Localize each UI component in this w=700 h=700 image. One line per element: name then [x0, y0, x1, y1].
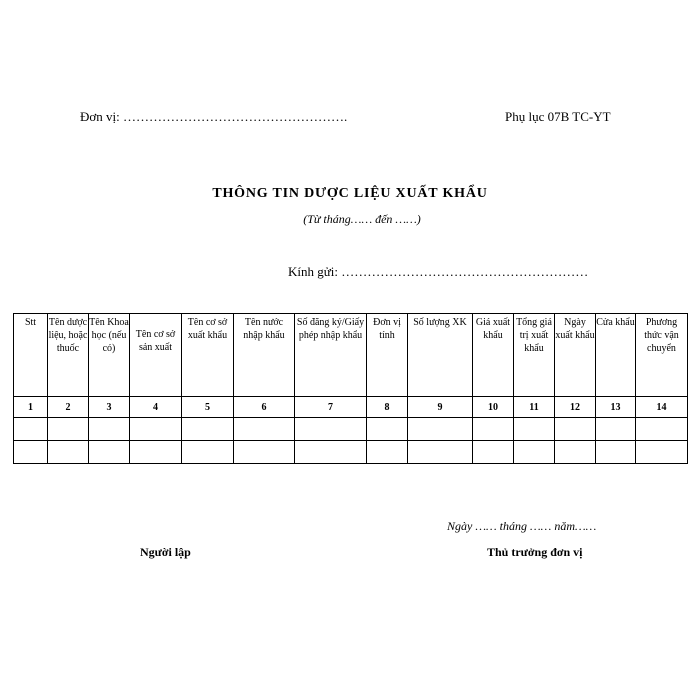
table-cell[interactable] [89, 418, 130, 441]
column-header: Ngày xuất khẩu [555, 314, 596, 397]
column-number: 2 [48, 397, 89, 418]
column-header: Tên cơ sở sản xuất [130, 314, 182, 397]
table-header-row [14, 314, 688, 397]
table-cell[interactable] [234, 441, 295, 464]
table-cell[interactable] [473, 418, 514, 441]
column-number: 13 [596, 397, 636, 418]
column-header: Đơn vị tính [367, 314, 408, 397]
preparer-signature-label: Người lập [140, 545, 191, 559]
table-cell[interactable] [14, 418, 48, 441]
column-header: Phương thức vận chuyển [636, 314, 688, 397]
table-cell[interactable] [636, 441, 688, 464]
column-header: Giá xuất khẩu [473, 314, 514, 397]
column-number: 7 [295, 397, 367, 418]
table-cell[interactable] [473, 441, 514, 464]
table-cell[interactable] [408, 418, 473, 441]
head-of-unit-signature-label: Thủ trưởng đơn vị [487, 545, 583, 559]
table-cell[interactable] [130, 441, 182, 464]
column-number-row [14, 397, 688, 418]
column-header: Tên cơ sở xuất khẩu [182, 314, 234, 397]
column-number: 5 [182, 397, 234, 418]
column-number: 1 [14, 397, 48, 418]
date-line: Ngày …… tháng …… năm…… [447, 519, 597, 533]
column-header: Số đăng ký/Giấy phép nhập khẩu [295, 314, 367, 397]
table-cell[interactable] [367, 441, 408, 464]
table-cell[interactable] [555, 418, 596, 441]
column-number: 10 [473, 397, 514, 418]
column-header: Cửa khẩu [596, 314, 636, 397]
table-cell[interactable] [555, 441, 596, 464]
column-number: 6 [234, 397, 295, 418]
column-number: 9 [408, 397, 473, 418]
column-number: 4 [130, 397, 182, 418]
appendix-label: Phụ lục 07B TC-YT [505, 109, 611, 124]
column-header: Stt [14, 314, 48, 397]
column-number: 12 [555, 397, 596, 418]
table-row [14, 418, 688, 441]
unit-field: Đơn vị: ……………………………………………. [80, 109, 348, 124]
table-cell[interactable] [295, 418, 367, 441]
column-number: 11 [514, 397, 555, 418]
column-header: Tên nước nhập khẩu [234, 314, 295, 397]
table-cell[interactable] [234, 418, 295, 441]
column-number: 3 [89, 397, 130, 418]
column-header: Tên Khoa học (nếu có) [89, 314, 130, 397]
table-cell[interactable] [48, 418, 89, 441]
table-cell[interactable] [130, 418, 182, 441]
table-cell[interactable] [596, 441, 636, 464]
table-cell[interactable] [367, 418, 408, 441]
column-header: Tổng giá trị xuất khẩu [514, 314, 555, 397]
document-title: THÔNG TIN DƯỢC LIỆU XUẤT KHẨU [212, 186, 488, 201]
column-header: Số lượng XK [408, 314, 473, 397]
table-cell[interactable] [514, 441, 555, 464]
column-number: 14 [636, 397, 688, 418]
table-cell[interactable] [48, 441, 89, 464]
table-cell[interactable] [636, 418, 688, 441]
table-cell[interactable] [408, 441, 473, 464]
table-cell[interactable] [295, 441, 367, 464]
recipient-field: Kính gửi: ………………………………………………… [288, 264, 589, 279]
table-cell[interactable] [14, 441, 48, 464]
table-cell[interactable] [182, 418, 234, 441]
column-header: Tên dược liệu, hoặc thuốc [48, 314, 89, 397]
table-cell[interactable] [89, 441, 130, 464]
table-cell[interactable] [596, 418, 636, 441]
table-cell[interactable] [514, 418, 555, 441]
table-cell[interactable] [182, 441, 234, 464]
export-info-table [13, 313, 688, 464]
column-number: 8 [367, 397, 408, 418]
period-subtitle: (Từ tháng…… đến ……) [303, 212, 421, 226]
table-row [14, 441, 688, 464]
